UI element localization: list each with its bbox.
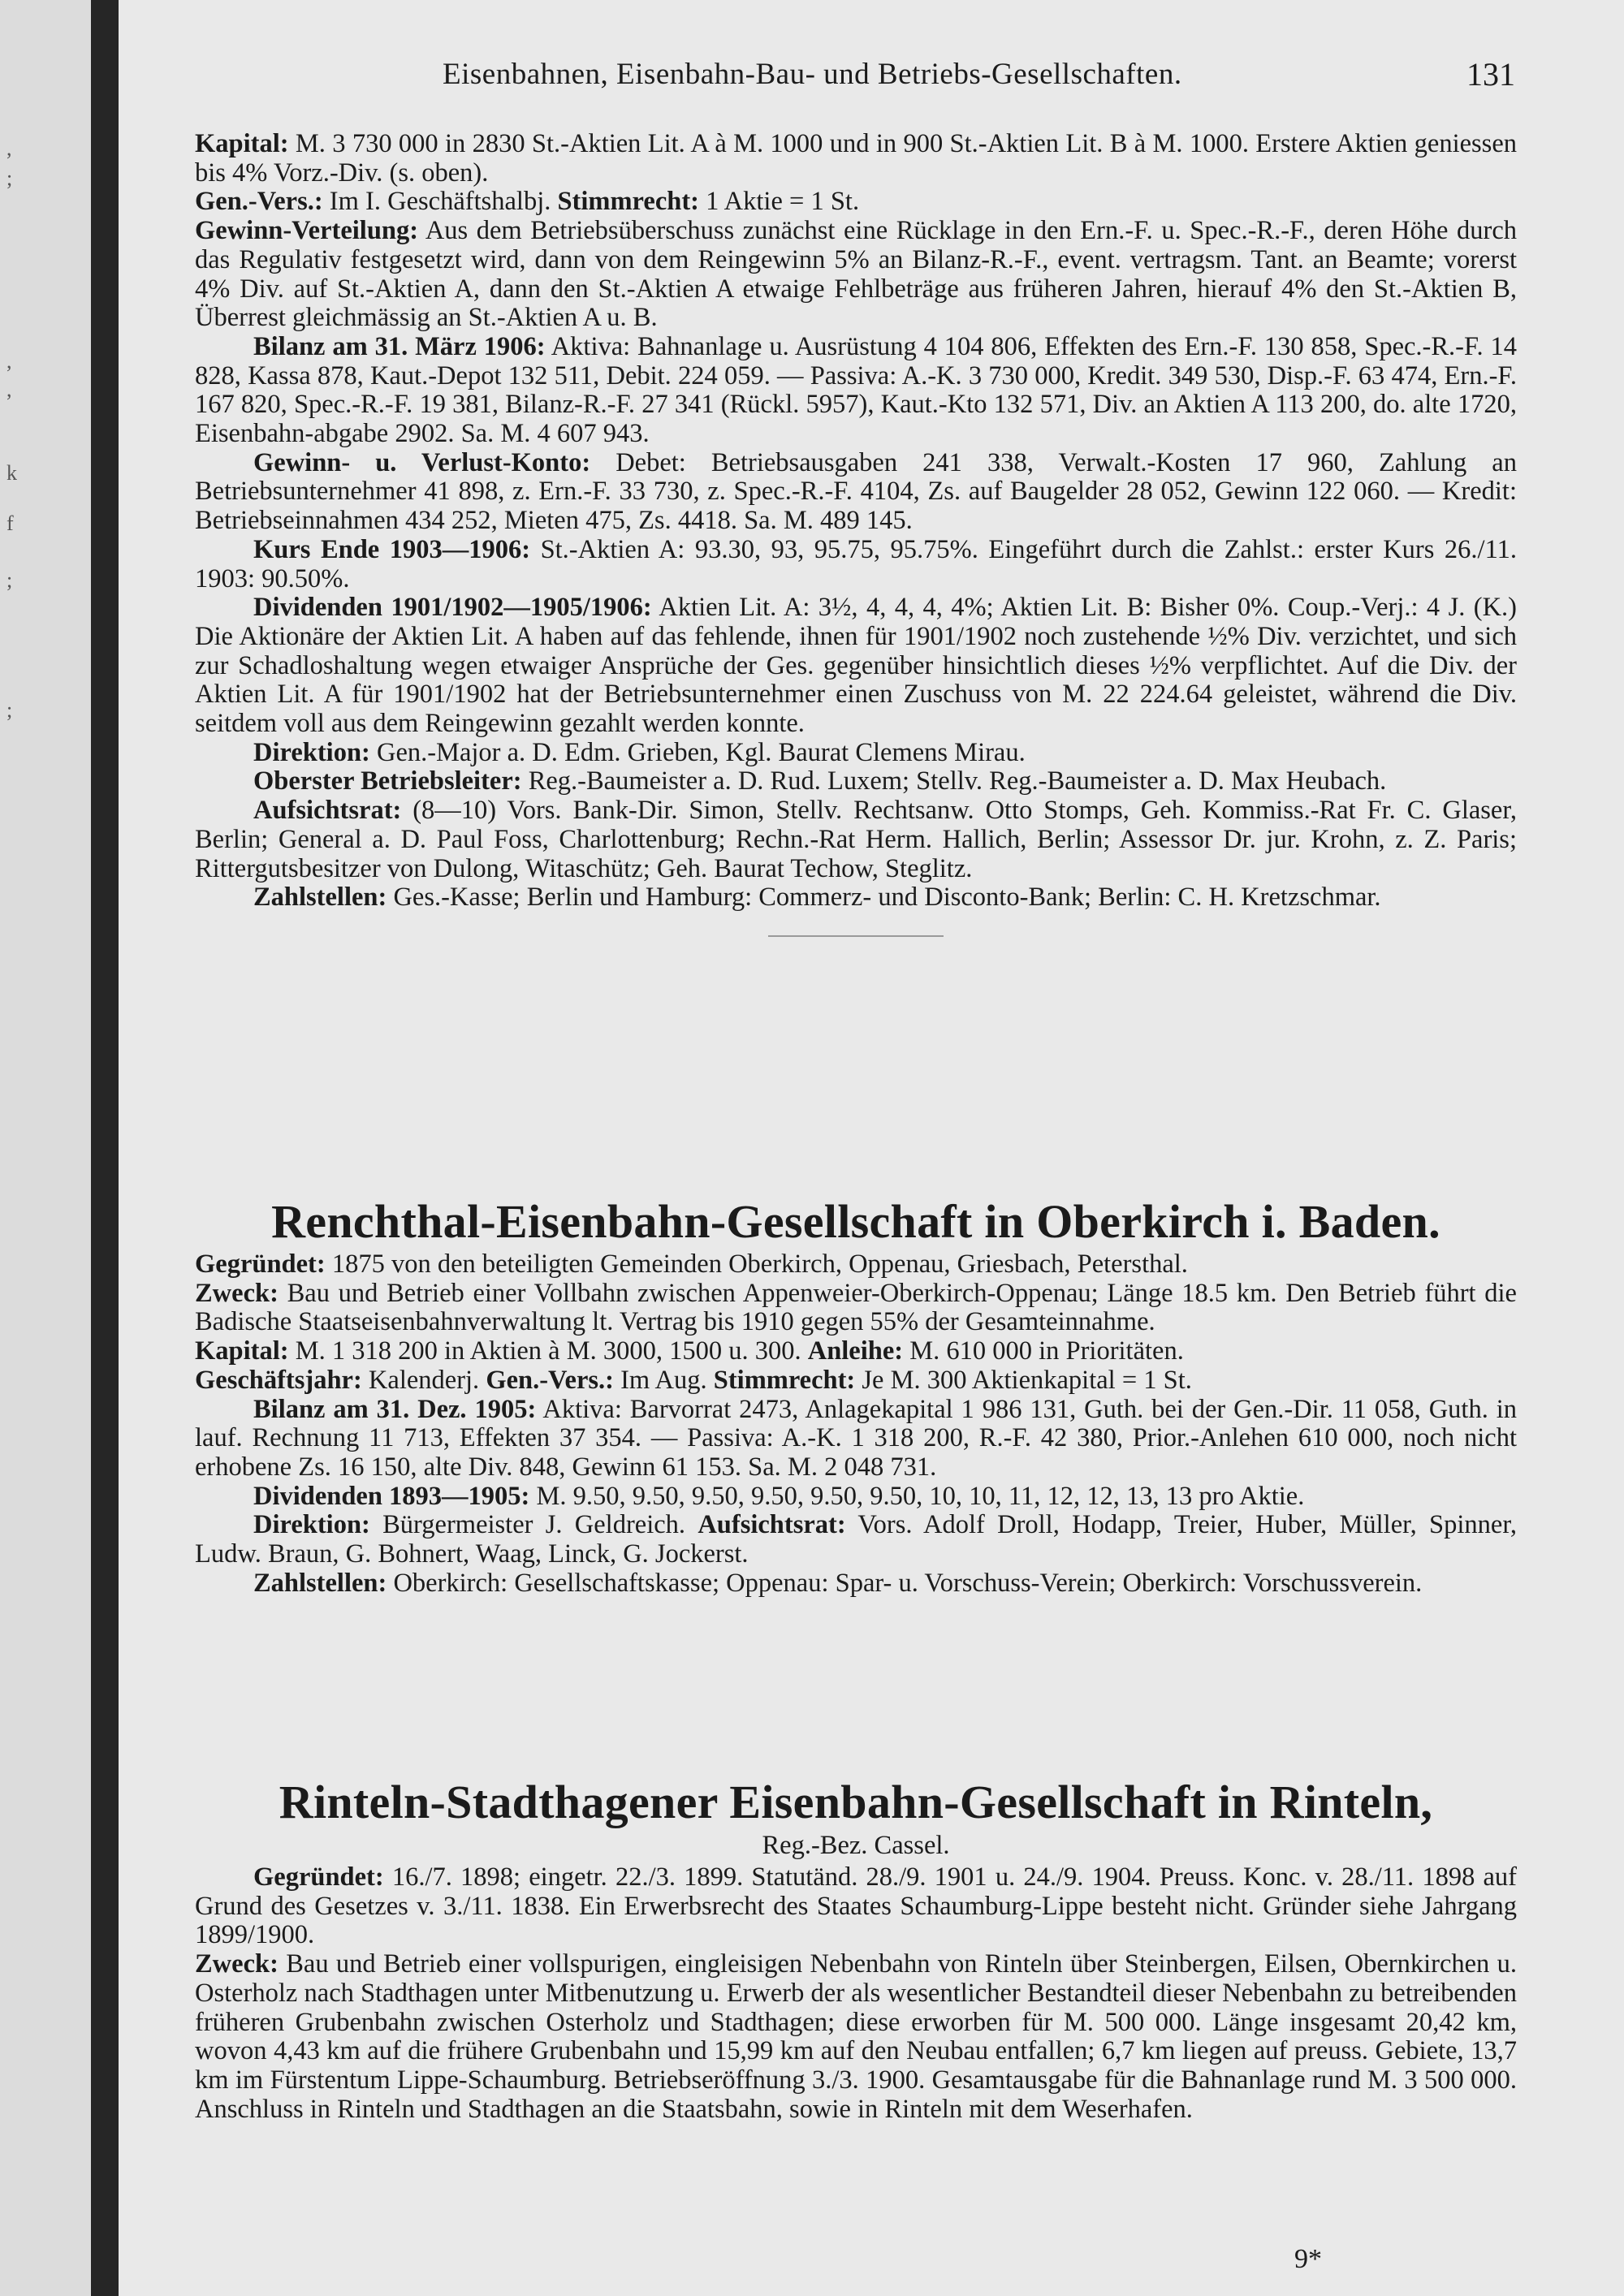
entry-zweck: Zweck: Bau und Betrieb einer Vollbahn zwischen Appenweier-Oberkirch-Oppenau; Länge 18.5 km. Den Betrieb führt die Badische Staatseisenbahnverwaltung lt. Vertrag bis 1910 gegen 55% der Gesamteinnahme. bbox=[195, 1278, 1517, 1337]
entry-gegruendet: Gegründet: 1875 von den beteiligten Gemeinden Oberkirch, Oppenau, Griesbach, Petersthal. bbox=[195, 1249, 1188, 1279]
binding-shadow bbox=[91, 0, 119, 2296]
margin-mark: ; bbox=[6, 568, 13, 592]
entry-geschaeftsjahr: Geschäftsjahr: Kalenderj. Gen.-Vers.: Im Aug. Stimmrecht: Je M. 300 Aktienkapital = 1 St. bbox=[195, 1365, 1192, 1395]
entry-direktion: Direktion: Gen.-Major a. D. Edm. Grieben, Kgl. Baurat Clemens Mirau. bbox=[253, 737, 1026, 767]
entry-gegruendet: Gegründet: 16./7. 1898; eingetr. 22./3. 1899. Statutänd. 28./9. 1901 u. 24./9. 1904. Preuss. Konc. v. 28./11. 1898 auf Grund des Gesetzes v. 3./11. 1838. Ein Erwerbsrecht des Staates Schaumburg-Lippe besteht nicht. Gründer siehe Jahrgang 1899/1900. bbox=[195, 1862, 1517, 1950]
company-title: Rinteln-Stadthagener Eisenbahn-Gesellschaft in Rinteln, bbox=[279, 1776, 1433, 1828]
margin-mark: f bbox=[6, 511, 14, 535]
entry-kapital: Kapital: M. 1 318 200 in Aktien à M. 3000, 1500 u. 300. Anleihe: M. 610 000 in Prioritäten. bbox=[195, 1336, 1184, 1366]
entry-kapital: Kapital: M. 3 730 000 in 2830 St.-Aktien Lit. A à M. 1000 und in 900 St.-Aktien Lit. B à M. 1000. Erstere Aktien geniessen bis 4% Vorz.-Div. (s. oben). bbox=[195, 129, 1517, 188]
company-title: Renchthal-Eisenbahn-Gesellschaft in Oberkirch i. Baden. bbox=[271, 1195, 1440, 1248]
entry-betriebsleiter: Oberster Betriebsleiter: Reg.-Baumeister a. D. Rud. Luxem; Stellv. Reg.-Baumeister a. D. Max Heubach. bbox=[253, 766, 1387, 796]
company-subtitle: Reg.-Bez. Cassel. bbox=[762, 1831, 950, 1860]
entry-zweck: Zweck: Bau und Betrieb einer vollspurigen, eingleisigen Nebenbahn von Rinteln über Steinbergen, Eilsen, Obernkirchen u. Osterholz nach Stadthagen unter Mitbenutzung u. Erwerb der als wesentlicher Bestandteil dieser Nebenbahn zu betreibenden früheren Grubenbahn zwischen Osterholz und Stadthagen; diese erworben für M. 500 000. Länge insgesamt 20,42 km, wovon 4,43 km auf die frühere Grubenbahn und 15,99 km auf den Neubau entfallen; 6,7 km liegen auf preuss. Gebiete, 13,7 km im Fürstentum Lippe-Schaumburg. Betriebseröffnung 3./3. 1900. Gesamtausgabe für die Bahnanlage rund M. 3 500 000. Anschluss in Rinteln und Stadthagen an die Staatsbahn, sowie in Rinteln mit dem Weserhafen. bbox=[195, 1949, 1517, 2124]
sheet-signature: 9* bbox=[1294, 2244, 1322, 2274]
entry-zahlstellen: Zahlstellen: Ges.-Kasse; Berlin und Hamburg: Commerz- und Disconto-Bank; Berlin: C. H. Kretzschmar. bbox=[253, 883, 1381, 913]
page-header bbox=[0, 57, 1624, 97]
entry-aufsichtsrat: Aufsichtsrat: (8—10) Vors. Bank-Dir. Simon, Stellv. Rechtsanw. Otto Stomps, Geh. Kommiss.-Rat Fr. C. Glaser, Berlin; General a. D. Paul Foss, Charlottenburg; Rechn.-Rat Herm. Hallich, Berlin; Assessor Dr. jur. Krohn, z. Z. Paris; Rittergutsbesitzer von Dulong, Witaschütz; Geh. Baurat Techow, Steglitz. bbox=[195, 796, 1517, 883]
entry-direktion: Direktion: Bürgermeister J. Geldreich. Aufsichtsrat: Vors. Adolf Droll, Hodapp, Treier, Huber, Müller, Spinner, Ludw. Braun, G. Bohnert, Waag, Linck, G. Jockerst. bbox=[195, 1510, 1517, 1569]
entry-dividenden: Dividenden 1901/1902—1905/1906: Aktien Lit. A: 3½, 4, 4, 4, 4%; Aktien Lit. B: Bisher 0%. Coup.-Verj.: 4 J. (K.) Die Aktionäre der Aktien Lit. A haben auf das fehlende, ihnen für 1901/1902 noch zustehende ½% Div. verzichtet, und sich zur Schadloshaltung wegen etwaiger Ansprüche der Ges. gegenüber hinsichtlich dieses ½% verpflichtet. Auf die Div. der Aktien Lit. A für 1901/1902 hat der Betriebsunternehmer einen Zuschuss von M. 22 224.64 geleistet, während die Div. seitdem voll aus dem Reingewinn gezahlt werden konnte. bbox=[195, 593, 1518, 739]
facing-page-edge bbox=[0, 0, 91, 2296]
margin-mark: , bbox=[6, 349, 12, 373]
entry-bilanz: Bilanz am 31. Dez. 1905: Aktiva: Barvorrat 2473, Anlagekapital 1 986 131, Guth. bei der Gen.-Dir. 11 058, Guth. in lauf. Rechnung 11 713, Effekten 37 354. — Passiva: A.-K. 1 318 200, R.-F. 42 380, Prior.-Anlehen 610 000, noch nicht erhobene Zs. 16 150, alte Div. 848, Gewinn 61 153. Sa. M. 2 048 731. bbox=[195, 1394, 1517, 1482]
margin-mark: , bbox=[6, 378, 12, 401]
margin-mark: ; bbox=[6, 166, 13, 190]
entry-kurs: Kurs Ende 1903—1906: St.-Aktien A: 93.30, 93, 95.75, 95.75%. Eingeführt durch die Zahlst.: erster Kurs 26./11. 1903: 90.50%. bbox=[195, 534, 1517, 593]
entry-gewinn-verteilung: Gewinn-Verteilung: Aus dem Betriebsüberschuss zunächst eine Rücklage in den Ern.-F. u. Spec.-R.-F., deren Höhe durch das Regulativ festgesetzt wird, dann von dem Reingewinn 5% an Bilanz-R.-F., event. vertragsm. Tant. an Beamte; vorerst 4% Div. auf St.-Aktien A, dann den St.-Aktien A etwaige Fehlbeträge aus früheren Jahren, hierauf 4% den St.-Aktien B, Überrest gleichmässig an St.-Aktien A u. B. bbox=[195, 216, 1517, 333]
entry-zahlstellen: Zahlstellen: Oberkirch: Gesellschaftskasse; Oppenau: Spar- u. Vorschuss-Verein; Oberkirch: Vorschussverein. bbox=[253, 1568, 1423, 1598]
running-head: Eisenbahnen, Eisenbahn-Bau- und Betriebs-Gesellschaften. bbox=[443, 58, 1182, 91]
margin-mark: ; bbox=[6, 698, 13, 722]
margin-mark: k bbox=[6, 461, 17, 485]
entry-gewinn-verlust: Gewinn- u. Verlust-Konto: Debet: Betriebsausgaben 241 338, Verwalt.-Kosten 17 960, Zahlung an Betriebsunternehmer 41 898, z. Ern.-F. 33 730, z. Spec.-R.-F. 4104, Zs. auf Baugelder 28 052, Gewinn 122 060. — Kredit: Betriebseinnahmen 434 252, Mieten 475, Zs. 4418. Sa. M. 489 145. bbox=[195, 447, 1517, 536]
margin-mark: , bbox=[6, 136, 12, 160]
entry-dividenden: Dividenden 1893—1905: M. 9.50, 9.50, 9.50, 9.50, 9.50, 9.50, 10, 10, 11, 12, 12, 13, 13 pro Aktie. bbox=[253, 1481, 1305, 1511]
section-renchthal bbox=[195, 1193, 1517, 1598]
entry-gen-vers: Gen.-Vers.: Im I. Geschäftshalbj. Stimmrecht: 1 Aktie = 1 St. bbox=[195, 187, 860, 217]
entry-bilanz: Bilanz am 31. März 1906: Aktiva: Bahnanlage u. Ausrüstung 4 104 806, Effekten des Ern.-F. 130 858, Spec.-R.-F. 14 828, Kassa 878, Kaut.-Depot 132 511, Debit. 224 059. — Passiva: A.-K. 3 730 000, Kredit. 349 530, Disp.-F. 63 474, Ern.-F. 167 820, Spec.-R.-F. 19 381, Bilanz-R.-F. 27 341 (Rückl. 5957), Kaut.-Kto 132 571, Div. an Aktien A 113 200, do. alte 1720, Eisenbahn-abgabe 2902. Sa. M. 4 607 943. bbox=[195, 331, 1517, 449]
section-continuation bbox=[195, 130, 1517, 979]
section-rinteln bbox=[195, 1774, 1517, 2124]
separator-rule bbox=[768, 935, 944, 937]
page-number: 131 bbox=[1466, 56, 1515, 93]
